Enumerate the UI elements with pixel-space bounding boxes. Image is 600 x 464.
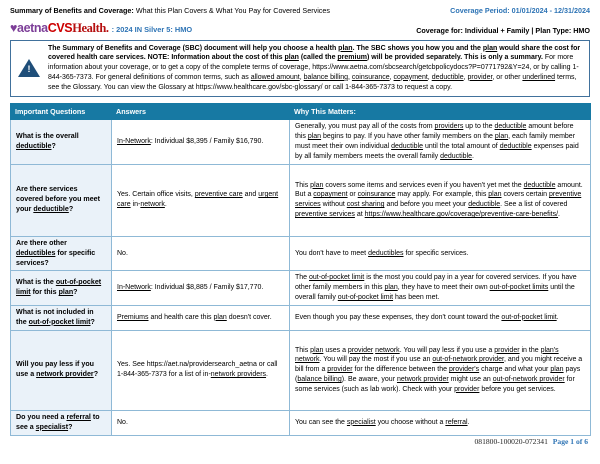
table-row — [11, 120, 591, 164]
page-number: Page 1 of 6 — [552, 437, 588, 446]
question-cell: Are there services covered before you meet your deductible? — [11, 164, 112, 236]
table-header-row — [11, 104, 591, 120]
table-row — [11, 271, 591, 305]
column-header-important-questions: Important Questions — [11, 104, 112, 120]
coverage-period-label: Coverage Period: 01/01/2024 - 12/31/2024 — [450, 6, 590, 15]
answer-cell: No. — [112, 410, 290, 435]
why-cell: You can see the specialist you choose without a referral. — [290, 410, 591, 435]
page-title-bold: Summary of Benefits and Coverage: — [10, 6, 134, 15]
table-row — [11, 164, 591, 236]
question-cell: Will you pay less if you use a network provider? — [11, 330, 112, 410]
notice-text: The Summary of Benefits and Coverage (SBC) document will help you choose a health plan. The SBC shows you how you and the plan would share the cost for covered health care services. NOTE: Information about the cost of this plan (called the premium) will be provided separately. This is only a summary. For more information about your coverage, or to get a copy of the complete terms of coverage, https://www.aetna.com/sbcsearch/getcbpolicydocs?P=0771792&Y=24, or by calling 1-844-365-7373. For general definitions of common terms, such as allowed amount, balance billing, coinsurance, copayment, deductible, provider, or other underlined terms, see the Glossary. You can view the Glossary at https://www.healthcare.gov/sbc-glossary/ or call 1-844-365-7373 to request a copy. — [48, 44, 581, 91]
question-cell: What is the out-of-pocket limit for this plan? — [11, 271, 112, 305]
question-cell: What is the overall deductible? — [11, 120, 112, 164]
why-cell: You don't have to meet deductibles for specific services. — [290, 236, 591, 271]
why-cell: Even though you pay these expenses, they don't count toward the out-of-pocket limit. — [290, 305, 591, 330]
column-header-answers: Answers — [112, 104, 290, 120]
answer-cell: Yes. See https://aet.na/providersearch_aetna or call 1-844-365-7373 for a list of in-network providers. — [112, 330, 290, 410]
answer-cell: No. — [112, 236, 290, 271]
page-title — [10, 6, 330, 15]
why-cell: Generally, you must pay all of the costs from providers up to the deductible amount before this plan begins to pay. If you have other family members on the plan, each family member must meet their own individual deductible until the total amount of deductible expenses paid by all family members meets the overall family deductible. — [290, 120, 591, 164]
answer-cell: In-Network: Individual $8,885 / Family $17,770. — [112, 271, 290, 305]
aetna-wordmark: aetna — [17, 21, 48, 35]
answer-cell: Yes. Certain office visits, preventive care and urgent care in-network. — [112, 164, 290, 236]
document-header — [10, 6, 590, 15]
heart-icon: ♥ — [10, 21, 18, 35]
answer-cell: In-Network: Individual $8,395 / Family $16,790. — [112, 120, 290, 164]
coverage-for-label: Coverage for: Individual + Family | Plan Type: HMO — [416, 25, 590, 35]
answer-cell: Premiums and health care this plan doesn't cover. — [112, 305, 290, 330]
table-row — [11, 330, 591, 410]
table-row — [11, 236, 591, 271]
brand-block — [10, 22, 192, 35]
aetna-cvs-health-logo — [10, 22, 109, 35]
column-header-why-this-matters: Why This Matters: — [290, 104, 591, 120]
why-cell: This plan uses a provider network. You will pay less if you use a provider in the plan's network. You will pay the most if you use an out-of-network provider, and you might receive a bill from a provider for the difference between the provider's charge and what your plan pays (balance billing). Be aware, your network provider might use an out-of-network provider for some services (such as lab work). Check with your provider before you get services. — [290, 330, 591, 410]
table-row — [11, 305, 591, 330]
page-footer — [474, 437, 588, 446]
health-wordmark: Health. — [72, 21, 109, 35]
cvs-wordmark: CVS — [47, 21, 73, 35]
sbc-notice-box — [10, 40, 590, 98]
table-row — [11, 410, 591, 435]
plan-name: : 2024 IN Silver 5: HMO — [111, 25, 193, 34]
document-number: 081800-100020-072341 — [474, 437, 548, 446]
brand-row — [10, 22, 590, 35]
question-cell: Do you need a referral to see a specialist? — [11, 410, 112, 435]
question-cell: What is not included in the out-of-pocket limit? — [11, 305, 112, 330]
page-title-rest: What this Plan Covers & What You Pay for Covered Services — [133, 6, 330, 15]
benefits-table — [10, 103, 591, 435]
why-cell: This plan covers some items and services even if you haven't yet met the deductible amount. But a copayment or coinsurance may apply. For example, this plan covers certain preventive services without cost sharing and before you meet your deductible. See a list of covered preventive services at https://www.healthcare.gov/coverage/preventive-care-benefits/. — [290, 164, 591, 236]
warning-triangle-icon — [18, 59, 40, 77]
why-cell: The out-of-pocket limit is the most you could pay in a year for covered services. If you have other family members in this plan, they have to meet their own out-of-pocket limits until the overall family out-of-pocket limit has been met. — [290, 271, 591, 305]
question-cell: Are there other deductibles for specific services? — [11, 236, 112, 271]
